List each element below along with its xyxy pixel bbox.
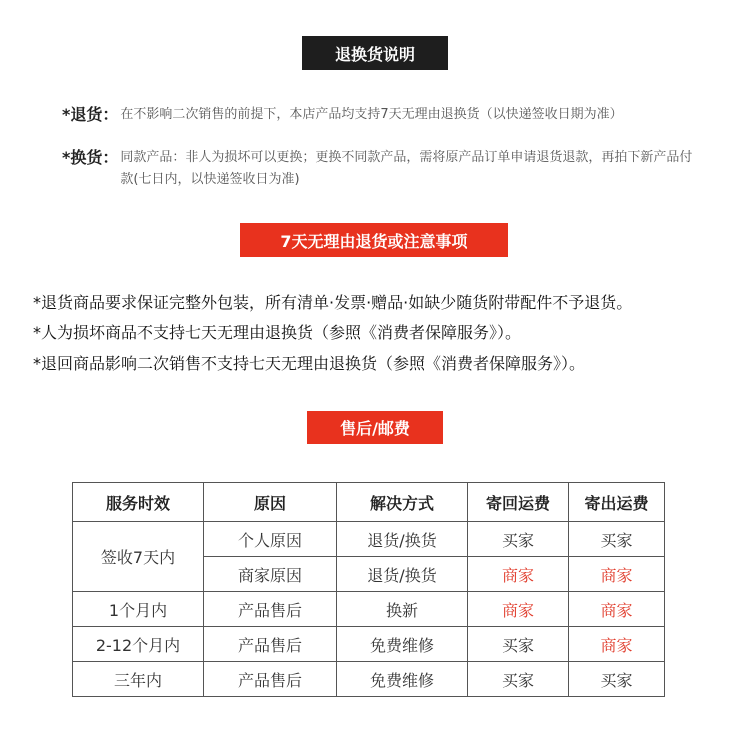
after-sales-banner: 售后/邮费 — [307, 411, 443, 444]
solution-cell: 免费维修 — [337, 662, 468, 697]
header-reason: 原因 — [204, 483, 337, 522]
reason-cell: 产品售后 — [204, 592, 337, 627]
table-row — [73, 522, 665, 557]
period-cell: 2-12个月内 — [73, 627, 204, 662]
notice-packaging: *退货商品要求保证完整外包装，所有清单·发票·赠品·如缺少随货附带配件不予退货。 — [33, 293, 633, 312]
exchange-label: *换货： — [62, 148, 119, 167]
exchange-text: 同款产品：非人为损坏可以更换；更换不同款产品，需将原产品订单申请退货退款，再拍下新产品付款(七日内，以快递签收日为准) — [120, 150, 693, 187]
period-cell: 签收7天内 — [73, 522, 204, 592]
solution-cell: 退货/换货 — [337, 557, 468, 592]
send-fee-cell: 买家 — [569, 522, 665, 557]
return-fee-cell: 买家 — [468, 522, 569, 557]
reason-cell: 产品售后 — [204, 627, 337, 662]
notice-damage: *人为损坏商品不支持七天无理由退换货（参照《消费者保障服务》）。 — [33, 323, 522, 342]
return-text: 在不影响二次销售的前提下，本店产品均支持7天无理由退换货（以快递签收日期为准） — [120, 107, 623, 122]
period-cell: 1个月内 — [73, 592, 204, 627]
table-row — [73, 627, 665, 662]
header-return-fee: 寄回运费 — [468, 483, 569, 522]
return-policy-banner: 退换货说明 — [302, 36, 448, 70]
return-policy — [62, 104, 702, 126]
reason-cell: 产品售后 — [204, 662, 337, 697]
reason-cell: 个人原因 — [204, 522, 337, 557]
solution-cell: 换新 — [337, 592, 468, 627]
send-fee-cell: 买家 — [569, 662, 665, 697]
return-fee-cell: 买家 — [468, 662, 569, 697]
solution-cell: 退货/换货 — [337, 522, 468, 557]
return-fee-cell: 商家 — [468, 557, 569, 592]
table-header-row — [73, 483, 665, 522]
return-fee-cell: 商家 — [468, 592, 569, 627]
send-fee-cell: 商家 — [569, 627, 665, 662]
header-period: 服务时效 — [73, 483, 204, 522]
period-cell: 三年内 — [73, 662, 204, 697]
reason-cell: 商家原因 — [204, 557, 337, 592]
exchange-policy — [62, 147, 702, 191]
return-fee-cell: 买家 — [468, 627, 569, 662]
solution-cell: 免费维修 — [337, 627, 468, 662]
table-row — [73, 662, 665, 697]
notice-resale: *退回商品影响二次销售不支持七天无理由退换货（参照《消费者保障服务》）。 — [33, 354, 586, 373]
service-table — [72, 482, 665, 697]
header-solution: 解决方式 — [337, 483, 468, 522]
seven-day-banner: 7天无理由退货或注意事项 — [240, 223, 508, 257]
send-fee-cell: 商家 — [569, 592, 665, 627]
table-row — [73, 592, 665, 627]
header-send-fee: 寄出运费 — [569, 483, 665, 522]
return-label: *退货： — [62, 105, 119, 124]
send-fee-cell: 商家 — [569, 557, 665, 592]
